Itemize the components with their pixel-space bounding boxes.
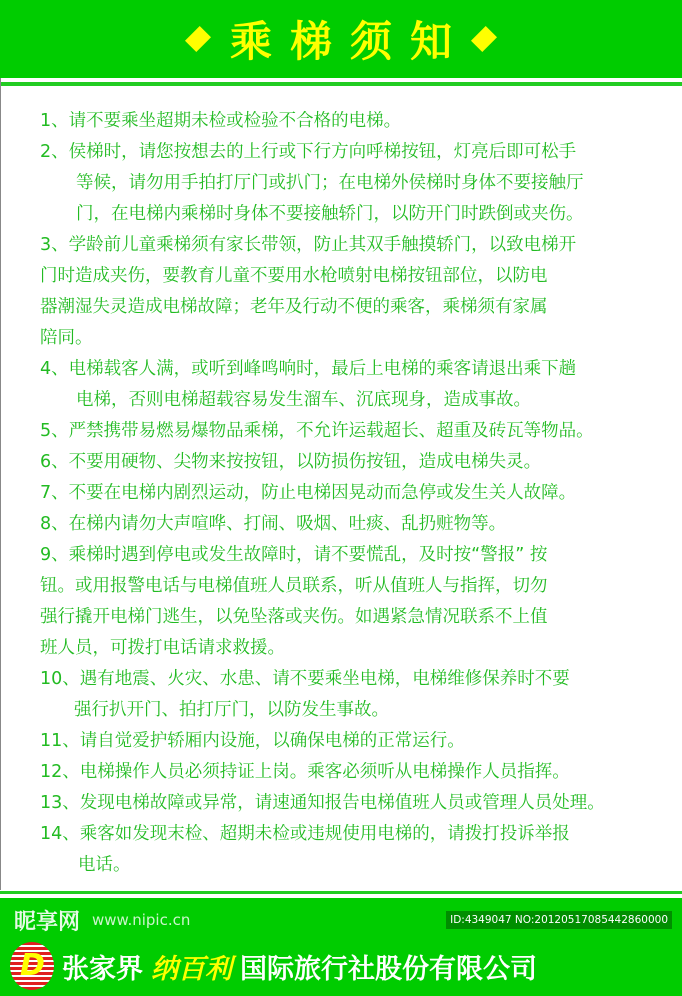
divider <box>0 891 682 894</box>
notice-line: 14、乘客如发现末检、超期未检或违规使用电梯的，请拨打投诉举报 <box>40 824 570 844</box>
diamond-icon <box>185 26 211 52</box>
notice-item <box>40 788 670 819</box>
notice-item <box>40 137 670 230</box>
notice-line: 强行扒开门、拍打厅门，以防发生事故。 <box>74 700 389 720</box>
notice-line: 2、侯梯时，请您按想去的上行或下行方向呼梯按钮，灯亮后即可松手 <box>40 142 577 162</box>
notice-item <box>40 819 670 881</box>
page-title: 乘梯须知 <box>229 17 470 66</box>
notice-line: 11、请自觉爱护轿厢内设施，以确保电梯的正常运行。 <box>40 731 465 751</box>
notice-line: 6、不要用硬物、尖物来按按钮，以防损伤按钮，造成电梯失灵。 <box>40 452 542 472</box>
notice-list <box>40 106 670 881</box>
notice-line: 10、遇有地震、火灾、水患、请不要乘坐电梯，电梯维修保养时不要 <box>40 669 570 689</box>
notice-item <box>40 106 670 137</box>
notice-item <box>40 540 670 664</box>
watermark: 昵享网 <box>14 909 81 935</box>
notice-line: 4、电梯载客人满，或听到峰鸣响时，最后上电梯的乘客请退出乘下趟 <box>40 359 577 379</box>
watermark-url: www.nipic.cn <box>92 911 191 929</box>
border <box>0 78 1 890</box>
notice-line: 陪同。 <box>40 328 93 348</box>
notice-line: 器潮湿失灵造成电梯故障；老年及行动不便的乘客，乘梯须有家属 <box>40 297 548 317</box>
notice-item <box>40 447 670 478</box>
company-row <box>10 940 676 992</box>
notice-line: 9、乘梯时遇到停电或发生故障时，请不要慌乱，及时按“警报” 按 <box>40 545 548 565</box>
notice-line: 12、电梯操作人员必须持证上岗。乘客必须听从电梯操作人员指挥。 <box>40 762 570 782</box>
notice-item <box>40 230 670 354</box>
notice-item <box>40 509 670 540</box>
divider <box>0 82 682 86</box>
company-logo <box>10 942 54 990</box>
image-id: ID:4349047 NO:20120517085442860000 <box>446 911 672 929</box>
notice-line: 等候，请勿用手拍打厅门或扒门；在电梯外侯梯时身体不要接触厅 <box>76 173 584 193</box>
logo-letter: D <box>20 948 45 983</box>
notice-item <box>40 416 670 447</box>
notice-line: 13、发现电梯故障或异常，请速通知报告电梯值班人员或管理人员处理。 <box>40 793 605 813</box>
diamond-icon <box>471 26 497 52</box>
notice-line: 3、学龄前儿童乘梯须有家长带领，防止其双手触摸轿门，以致电梯开 <box>40 235 577 255</box>
notice-line: 门时造成夹伤，要教育儿童不要用水枪喷射电梯按钮部位，以防电 <box>40 266 548 286</box>
notice-item <box>40 478 670 509</box>
notice-item <box>40 354 670 416</box>
company-name-prefix: 张家界 <box>62 953 143 985</box>
footer-banner <box>0 898 682 996</box>
notice-item <box>40 757 670 788</box>
notice-line: 强行撬开电梯门逃生，以免坠落或夹伤。如遇紧急情况联系不上值 <box>40 607 548 627</box>
notice-line: 电话。 <box>78 855 131 875</box>
notice-line: 8、在梯内请勿大声喧哗、打闹、吸烟、吐痰、乱扔赃物等。 <box>40 514 507 534</box>
notice-line: 电梯，否则电梯超载容易发生溜车、沉底现身，造成事故。 <box>76 390 531 410</box>
watermark-row <box>14 906 672 934</box>
notice-item <box>40 726 670 757</box>
notice-line: 班人员，可拨打电话请求救援。 <box>40 638 285 658</box>
notice-line: 门，在电梯内乘梯时身体不要接触轿门，以防开门时跌倒或夹伤。 <box>76 204 584 224</box>
notice-line: 钮。或用报警电话与电梯值班人员联系，听从值班人与指挥，切勿 <box>40 576 548 596</box>
company-name-suffix: 国际旅行社股份有限公司 <box>240 953 537 985</box>
header-banner <box>0 0 682 78</box>
notice-line: 5、严禁携带易燃易爆物品乘梯，不允许运载超长、超重及砖瓦等物品。 <box>40 421 594 441</box>
company-brand: 纳百利 <box>151 953 232 985</box>
notice-item <box>40 664 670 726</box>
notice-line: 1、请不要乘坐超期未检或检验不合格的电梯。 <box>40 111 402 131</box>
notice-line: 7、不要在电梯内剧烈运动，防止电梯因晃动而急停或发生关人故障。 <box>40 483 577 503</box>
